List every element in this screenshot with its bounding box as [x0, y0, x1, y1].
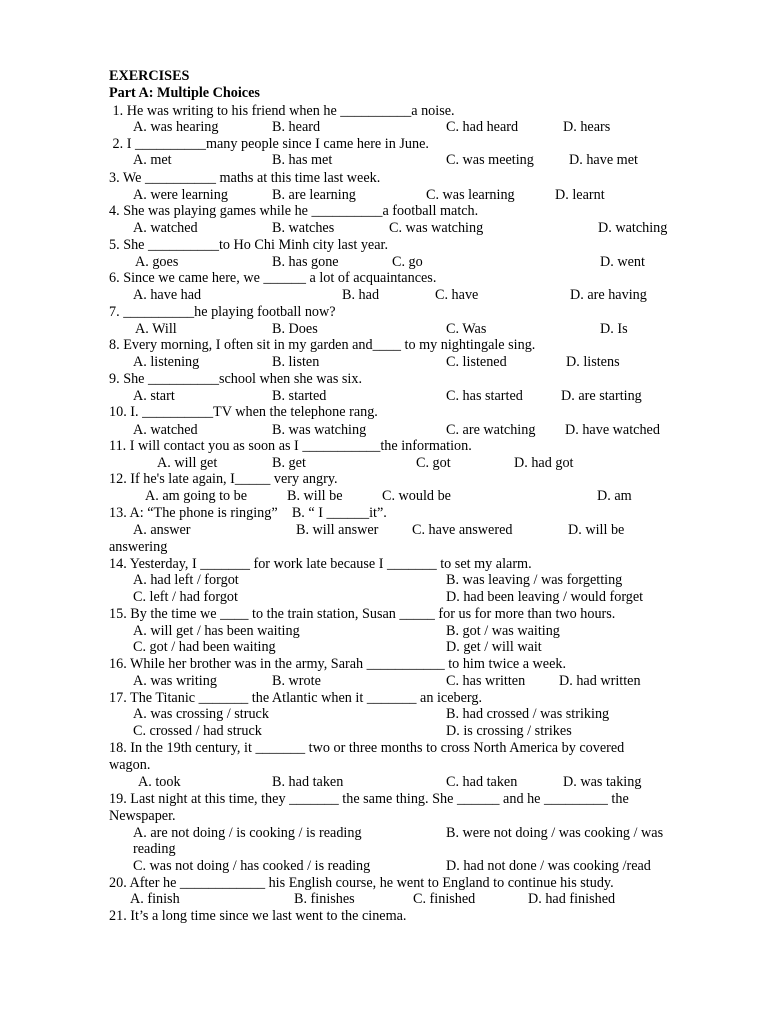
- q16-option-d: D. had written: [559, 673, 641, 689]
- q16-option-a: A. was writing: [133, 673, 217, 689]
- q10-option-a: A. watched: [133, 422, 198, 438]
- q16-option-b: B. wrote: [272, 673, 321, 689]
- exercises-title: EXERCISES: [109, 68, 190, 84]
- q10-option-b: B. was watching: [272, 422, 367, 438]
- question-9: 9. She __________school when she was six.: [109, 371, 362, 387]
- q1-option-d: D. hears: [563, 119, 611, 135]
- question-11: 11. I will contact you as soon as I ___________the information.: [109, 438, 472, 454]
- q10-option-c: C. are watching: [446, 422, 536, 438]
- q8-option-a: A. listening: [133, 354, 200, 370]
- q19-option-d: D. had not done / was cooking /read: [446, 858, 651, 874]
- q1-option-b: B. heard: [272, 119, 321, 135]
- question-14: 14. Yesterday, I _______ for work late because I _______ to set my alarm.: [109, 556, 532, 572]
- q5-option-b: B. has gone: [272, 254, 339, 270]
- question-16: 16. While her brother was in the army, Sarah ___________ to him twice a week.: [109, 656, 567, 672]
- question-2: 2. I __________many people since I came here in June.: [109, 136, 429, 152]
- q18-option-b: B. had taken: [272, 774, 344, 790]
- q14-option-b: B. was leaving / was forgetting: [446, 572, 623, 588]
- question-17: 17. The Titanic _______ the Atlantic when it _______ an iceberg.: [109, 690, 483, 706]
- q18-option-a: A. took: [138, 774, 181, 790]
- question-18: 18. In the 19th century, it _______ two or three months to cross North America by covered: [109, 740, 625, 756]
- q3-option-d: D. learnt: [555, 187, 605, 203]
- part-a-heading: Part A: Multiple Choices: [109, 85, 260, 101]
- question-8: 8. Every morning, I often sit in my garden and____ to my nightingale sing.: [109, 337, 536, 353]
- q15-option-d: D. get / will wait: [446, 639, 542, 655]
- q13-option-d: D. will be: [568, 522, 625, 538]
- question-1: 1. He was writing to his friend when he __________a noise.: [109, 103, 455, 119]
- q4-option-a: A. watched: [133, 220, 198, 236]
- q3-option-a: A. were learning: [133, 187, 228, 203]
- question-18-continued: wagon.: [109, 757, 151, 773]
- q12-option-d: D. am: [597, 488, 632, 504]
- q2-option-d: D. have met: [569, 152, 638, 168]
- q13-option-a: A. answer: [133, 522, 191, 538]
- q13-option-c: C. have answered: [412, 522, 513, 538]
- question-15: 15. By the time we ____ to the train station, Susan _____ for us for more than two hours.: [109, 606, 616, 622]
- q11-option-b: B. get: [272, 455, 306, 471]
- q20-option-c: C. finished: [413, 891, 476, 907]
- q17-option-d: D. is crossing / strikes: [446, 723, 572, 739]
- q15-option-c: C. got / had been waiting: [133, 639, 276, 655]
- q9-option-d: D. are starting: [561, 388, 642, 404]
- q7-option-d: D. Is: [600, 321, 628, 337]
- question-7: 7. __________he playing football now?: [109, 304, 336, 320]
- q2-option-c: C. was meeting: [446, 152, 534, 168]
- q20-option-a: A. finish: [130, 891, 180, 907]
- question-19-continued: Newspaper.: [109, 808, 176, 824]
- q3-option-b: B. are learning: [272, 187, 356, 203]
- q3-option-c: C. was learning: [426, 187, 515, 203]
- q17-option-b: B. had crossed / was striking: [446, 706, 610, 722]
- question-10: 10. I. __________TV when the telephone rang.: [109, 404, 378, 420]
- q15-option-b: B. got / was waiting: [446, 623, 560, 639]
- question-5: 5. She __________to Ho Chi Minh city last year.: [109, 237, 389, 253]
- q13-option-b: B. will answer: [296, 522, 379, 538]
- q20-option-b: B. finishes: [294, 891, 355, 907]
- q17-option-c: C. crossed / had struck: [133, 723, 262, 739]
- question-13: 13. A: “The phone is ringing” B. “ I ______it”.: [109, 505, 387, 521]
- q14-option-d: D. had been leaving / would forget: [446, 589, 644, 605]
- question-4: 4. She was playing games while he __________a football match.: [109, 203, 479, 219]
- question-6: 6. Since we came here, we ______ a lot of acquaintances.: [109, 270, 437, 286]
- q11-option-c: C. got: [416, 455, 451, 471]
- q8-option-b: B. listen: [272, 354, 320, 370]
- q4-option-b: B. watches: [272, 220, 335, 236]
- question-20: 20. After he ____________ his English course, he went to England to continue his study.: [109, 875, 614, 891]
- question-3: 3. We __________ maths at this time last week.: [109, 170, 381, 186]
- q19-option-b-continued: reading: [133, 841, 176, 857]
- q13-option-d-continued: answering: [109, 539, 168, 555]
- q14-option-a: A. had left / forgot: [133, 572, 239, 588]
- q4-option-d: D. watching: [598, 220, 668, 236]
- question-12: 12. If he's late again, I_____ very angry.: [109, 471, 338, 487]
- q19-option-c: C. was not doing / has cooked / is reading: [133, 858, 371, 874]
- q1-option-a: A. was hearing: [133, 119, 219, 135]
- q18-option-d: D. was taking: [563, 774, 642, 790]
- q8-option-c: C. listened: [446, 354, 507, 370]
- q5-option-c: C. go: [392, 254, 423, 270]
- q6-option-c: C. have: [435, 287, 479, 303]
- q2-option-b: B. has met: [272, 152, 333, 168]
- q5-option-d: D. went: [600, 254, 645, 270]
- q5-option-a: A. goes: [135, 254, 179, 270]
- q12-option-c: C. would be: [382, 488, 451, 504]
- q6-option-b: B. had: [342, 287, 380, 303]
- q19-option-b: B. were not doing / was cooking / was: [446, 825, 664, 841]
- q9-option-c: C. has started: [446, 388, 523, 404]
- q7-option-b: B. Does: [272, 321, 318, 337]
- q9-option-a: A. start: [133, 388, 175, 404]
- q6-option-a: A. have had: [133, 287, 202, 303]
- q18-option-c: C. had taken: [446, 774, 518, 790]
- q19-option-a: A. are not doing / is cooking / is reading: [133, 825, 362, 841]
- question-21: 21. It’s a long time since we last went to the cinema.: [109, 908, 407, 924]
- q7-option-c: C. Was: [446, 321, 487, 337]
- q17-option-a: A. was crossing / struck: [133, 706, 269, 722]
- q1-option-c: C. had heard: [446, 119, 519, 135]
- q4-option-c: C. was watching: [389, 220, 484, 236]
- q9-option-b: B. started: [272, 388, 327, 404]
- q15-option-a: A. will get / has been waiting: [133, 623, 300, 639]
- q10-option-d: D. have watched: [565, 422, 660, 438]
- q12-option-a: A. am going to be: [145, 488, 248, 504]
- q11-option-a: A. will get: [157, 455, 218, 471]
- q8-option-d: D. listens: [566, 354, 620, 370]
- q11-option-d: D. had got: [514, 455, 574, 471]
- q6-option-d: D. are having: [570, 287, 647, 303]
- q2-option-a: A. met: [133, 152, 172, 168]
- q14-option-c: C. left / had forgot: [133, 589, 238, 605]
- q7-option-a: A. Will: [135, 321, 177, 337]
- q20-option-d: D. had finished: [528, 891, 616, 907]
- q12-option-b: B. will be: [287, 488, 343, 504]
- q16-option-c: C. has written: [446, 673, 526, 689]
- question-19: 19. Last night at this time, they _______ the same thing. She ______ and he _________ the: [109, 791, 629, 807]
